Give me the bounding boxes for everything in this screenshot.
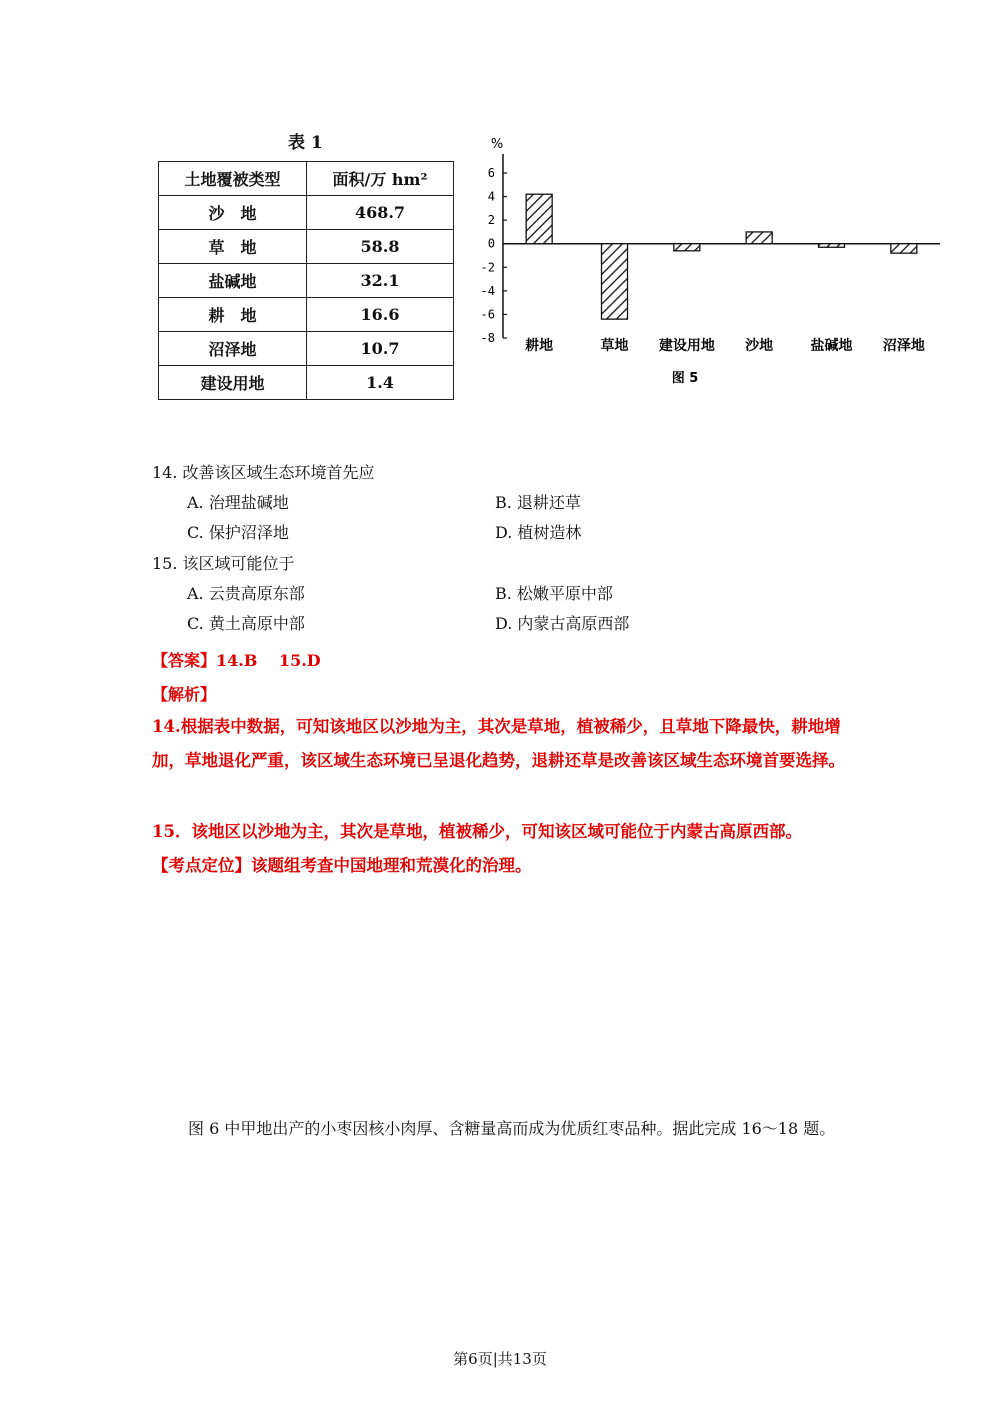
header-area: 面积/万 hm²	[307, 162, 454, 196]
cell-type: 沙 地	[159, 196, 307, 230]
bar	[674, 244, 700, 251]
bar	[526, 194, 552, 244]
y-tick-label: -2	[480, 260, 495, 275]
y-tick-label: -8	[480, 331, 495, 345]
y-tick-label: 0	[487, 236, 495, 251]
q14-option-a: A. 治理盐碱地	[187, 493, 289, 512]
page-footer: 第6页|共13页	[453, 1350, 547, 1368]
q15-option-d: D. 内蒙古高原西部	[495, 614, 630, 633]
x-category-label: 草地	[600, 338, 629, 354]
cell-type: 草 地	[159, 230, 307, 264]
y-tick-label: 2	[487, 213, 495, 228]
q14-option-b: B. 退耕还草	[495, 493, 581, 512]
bar	[602, 244, 628, 319]
y-tick-label: -4	[480, 283, 495, 298]
cell-type: 沼泽地	[159, 332, 307, 366]
answer-line: 【答案】14.B 15.D	[152, 651, 321, 670]
x-category-label: 沙地	[745, 338, 774, 354]
q15-option-b: B. 松嫩平原中部	[495, 584, 613, 603]
x-category-label: 耕地	[525, 338, 554, 354]
cell-area: 1.4	[307, 366, 454, 400]
q15-option-c: C. 黄土高原中部	[187, 614, 305, 633]
y-unit-label: %	[490, 137, 504, 152]
q15-option-a: A. 云贵高原东部	[187, 584, 305, 603]
x-category-label: 建设用地	[658, 338, 715, 354]
analysis-14: 14.根据表中数据，可知该地区以沙地为主，其次是草地，植被稀少，且草地下降最快，耕地增加，草地退化严重，该区域生态环境已呈退化趋势，退耕还草是改善该区域生态环境首要选择。	[152, 717, 845, 770]
cell-area: 32.1	[307, 264, 454, 298]
y-tick-label: 4	[487, 189, 495, 204]
bar	[819, 244, 845, 248]
land-cover-table	[158, 161, 454, 400]
table-row	[159, 196, 454, 230]
table-title: 表 1	[288, 133, 323, 153]
question-14-stem: 14. 改善该区域生态环境首先应	[152, 463, 375, 482]
bar	[746, 232, 772, 244]
cell-area: 58.8	[307, 230, 454, 264]
analysis-15: 15．该地区以沙地为主，其次是草地，植被稀少，可知该区域可能位于内蒙古高原西部。	[152, 822, 802, 841]
land-change-bar-chart	[470, 128, 950, 393]
cell-area: 10.7	[307, 332, 454, 366]
y-tick-label: 6	[487, 166, 495, 180]
x-category-label: 盐碱地	[810, 338, 853, 354]
question-15-stem: 15. 该区域可能位于	[152, 554, 295, 573]
table-row	[159, 298, 454, 332]
cell-area: 468.7	[307, 196, 454, 230]
y-tick-label: -6	[480, 307, 495, 322]
q14-option-d: D. 植树造林	[495, 523, 582, 542]
x-category-label: 沼泽地	[882, 338, 925, 354]
table-row	[159, 366, 454, 400]
table-row	[159, 264, 454, 298]
cell-type: 耕 地	[159, 298, 307, 332]
figure-caption: 图 5	[671, 371, 699, 386]
table-row	[159, 230, 454, 264]
cell-type: 盐碱地	[159, 264, 307, 298]
table-row	[159, 332, 454, 366]
cell-area: 16.6	[307, 298, 454, 332]
header-land-type: 土地覆被类型	[159, 162, 307, 196]
exam-point: 【考点定位】该题组考查中国地理和荒漠化的治理。	[152, 856, 532, 875]
q14-option-c: C. 保护沼泽地	[187, 523, 289, 542]
analysis-title: 【解析】	[152, 685, 217, 704]
table-header-row	[159, 162, 454, 196]
intro-16-18: 图 6 中甲地出产的小枣因核小肉厚、含糖量高而成为优质红枣品种。据此完成 16～18 题。	[188, 1119, 836, 1138]
cell-type: 建设用地	[159, 366, 307, 400]
bar	[891, 244, 917, 253]
